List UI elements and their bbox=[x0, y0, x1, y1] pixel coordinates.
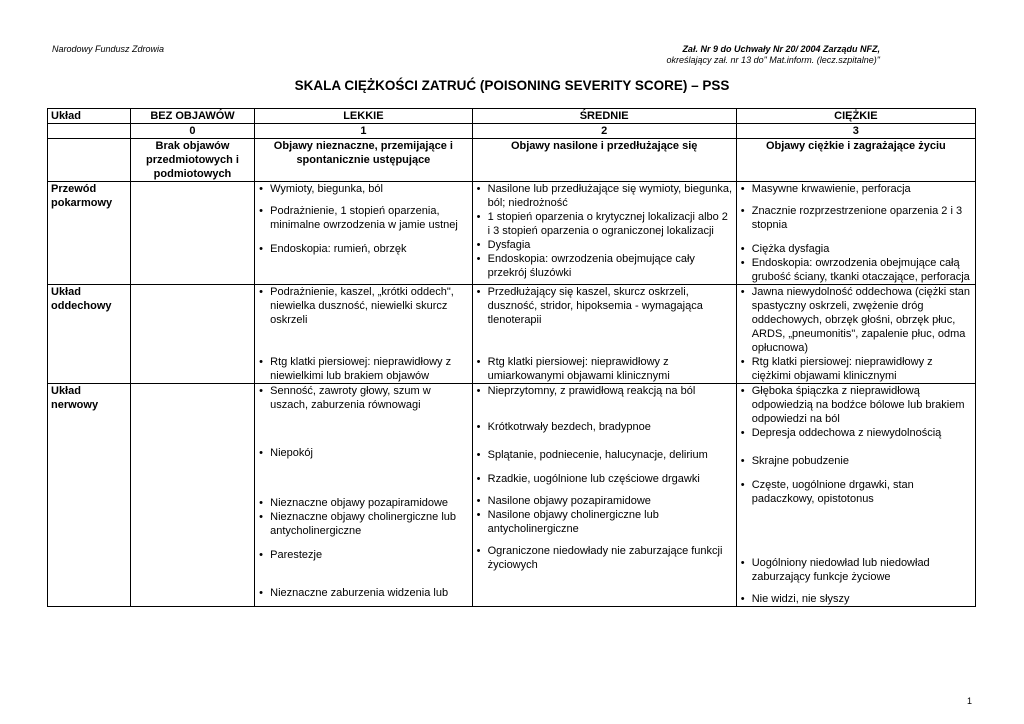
header-reference-line2: określający zał. nr 13 do" Mat.inform. (lecz.szpitalne)" bbox=[666, 55, 880, 65]
score-cell-0: 0 bbox=[130, 124, 254, 139]
list-item: • Endoskopia: owrzodzenia obejmujące całą grubość ściany, tkanki otaczające, perforacja bbox=[740, 256, 972, 284]
mild-cell bbox=[255, 182, 473, 285]
severe-cell bbox=[736, 285, 975, 384]
list-item: • Rzadkie, uogólnione lub częściowe drgawki bbox=[476, 472, 733, 486]
list-item: • 1 stopień oparzenia o krytycznej lokalizacji albo 2 i 3 stopień oparzenia o ograniczonej lokalizacji bbox=[476, 210, 733, 238]
list-item: • Nieznaczne zaburzenia widzenia lub bbox=[258, 586, 469, 600]
system-cell: Układ oddechowy bbox=[48, 285, 131, 384]
none-cell bbox=[130, 182, 254, 285]
header-institution: Narodowy Fundusz Zdrowia bbox=[52, 44, 165, 54]
list-item: • Parestezje bbox=[258, 548, 469, 562]
score-cell-empty bbox=[48, 124, 131, 139]
table-row-respiratory bbox=[48, 285, 976, 384]
list-item: • Senność, zawroty głowy, szum w uszach, zaburzenia równowagi bbox=[258, 384, 469, 412]
severe-cell bbox=[736, 182, 975, 285]
list-item: • Głęboka śpiączka z nieprawidłową odpowiedzią na bodźce bólowe lub brakiem odpowiedzi na ból bbox=[740, 384, 972, 426]
header-cell-moderate: ŚREDNIE bbox=[472, 109, 736, 124]
list-item: • Ograniczone niedowłady nie zaburzające funkcji życiowych bbox=[476, 544, 733, 572]
header-cell-mild: LEKKIE bbox=[255, 109, 473, 124]
table-header-row bbox=[48, 109, 976, 124]
list-item: • Znacznie rozprzestrzenione oparzenia 2 i 3 stopnia bbox=[740, 204, 972, 232]
list-item: • Rtg klatki piersiowej: nieprawidłowy z ciężkimi objawami klinicznymi bbox=[740, 355, 972, 383]
list-item: • Skrajne pobudzenie bbox=[740, 454, 972, 468]
table-row-digestive bbox=[48, 182, 976, 285]
list-item: • Masywne krwawienie, perforacja bbox=[740, 182, 972, 196]
list-item: • Jawna niewydolność oddechowa (ciężki stan spastyczny oskrzeli, zwężenie dróg oddechowych, obrzęk głośni, obrzęk płuc, ARDS, „pneumonitis", zapalenie płuc, odma opłucnowa) bbox=[740, 285, 972, 355]
list-item: • Rtg klatki piersiowej: nieprawidłowy z niewielkimi lub brakiem objawów bbox=[258, 355, 469, 383]
list-item: • Nieprzytomny, z prawidłową reakcją na ból bbox=[476, 384, 733, 398]
moderate-cell bbox=[472, 182, 736, 285]
mild-cell bbox=[255, 285, 473, 384]
system-cell: Przewód pokarmowy bbox=[48, 182, 131, 285]
pss-table bbox=[47, 108, 976, 607]
system-cell: Układ nerwowy bbox=[48, 384, 131, 607]
list-item: • Niepokój bbox=[258, 446, 469, 460]
list-item: • Przedłużający się kaszel, skurcz oskrzeli, duszność, stridor, hipoksemia - wymagająca tlenoterapii bbox=[476, 285, 733, 327]
list-item: • Depresja oddechowa z niewydolnością bbox=[740, 426, 972, 440]
table-score-row bbox=[48, 124, 976, 139]
table-row-nervous bbox=[48, 384, 976, 607]
header-reference bbox=[667, 44, 880, 66]
list-item: • Uogólniony niedowład lub niedowład zaburzający funkcje życiowe bbox=[740, 556, 972, 584]
list-item: • Ciężka dysfagia bbox=[740, 242, 972, 256]
none-cell bbox=[130, 285, 254, 384]
mild-cell bbox=[255, 384, 473, 607]
list-item: • Rtg klatki piersiowej: nieprawidłowy z umiarkowanymi objawami klinicznymi bbox=[476, 355, 733, 383]
page-number: 1 bbox=[966, 696, 972, 706]
list-item: • Endoskopia: owrzodzenia obejmujące cały przekrój śluzówki bbox=[476, 252, 733, 280]
list-item: • Podrażnienie, kaszel, „krótki oddech", niewielka duszność, niewielki skurcz oskrzeli bbox=[258, 285, 469, 327]
table-description-row bbox=[48, 139, 976, 182]
list-item: • Częste, uogólnione drgawki, stan padaczkowy, opistotonus bbox=[740, 478, 972, 506]
list-item: • Krótkotrwały bezdech, bradypnoe bbox=[476, 420, 733, 434]
list-item: • Podrażnienie, 1 stopień oparzenia, minimalne owrzodzenia w jamie ustnej bbox=[258, 204, 469, 232]
header-cell-system: Układ bbox=[48, 109, 131, 124]
moderate-cell bbox=[472, 285, 736, 384]
header-reference-line1: Zał. Nr 9 do Uchwały Nr 20/ 2004 Zarządu NFZ, bbox=[682, 44, 880, 54]
header-cell-none: BEZ OBJAWÓW bbox=[130, 109, 254, 124]
list-item: • Nie widzi, nie słyszy bbox=[740, 592, 972, 606]
page-title: SKALA CIĘŻKOŚCI ZATRUĆ (POISONING SEVERITY SCORE) – PSS bbox=[294, 78, 730, 93]
list-item: • Nieznaczne objawy pozapiramidowe bbox=[258, 496, 469, 510]
list-item: • Nasilone objawy pozapiramidowe bbox=[476, 494, 733, 508]
moderate-cell bbox=[472, 384, 736, 607]
score-cell-2: 2 bbox=[472, 124, 736, 139]
severe-cell bbox=[736, 384, 975, 607]
list-item: • Dysfagia bbox=[476, 238, 733, 252]
description-cell-0: Brak objawów przedmiotowych i podmiotowych bbox=[130, 139, 254, 182]
list-item: • Nieznaczne objawy cholinergiczne lub antycholinergiczne bbox=[258, 510, 469, 538]
description-cell-empty bbox=[48, 139, 131, 182]
score-cell-1: 1 bbox=[255, 124, 473, 139]
description-cell-3: Objawy ciężkie i zagrażające życiu bbox=[736, 139, 975, 182]
score-cell-3: 3 bbox=[736, 124, 975, 139]
header-cell-severe: CIĘŻKIE bbox=[736, 109, 975, 124]
description-cell-1: Objawy nieznaczne, przemijające i spontanicznie ustępujące bbox=[255, 139, 473, 182]
list-item: • Nasilone lub przedłużające się wymioty, biegunka, ból; niedrożność bbox=[476, 182, 733, 210]
list-item: • Wymioty, biegunka, ból bbox=[258, 182, 469, 196]
list-item: • Nasilone objawy cholinergiczne lub antycholinergiczne bbox=[476, 508, 733, 536]
description-cell-2: Objawy nasilone i przedłużające się bbox=[472, 139, 736, 182]
list-item: • Endoskopia: rumień, obrzęk bbox=[258, 242, 469, 256]
none-cell bbox=[130, 384, 254, 607]
list-item: • Splątanie, podniecenie, halucynacje, delirium bbox=[476, 448, 733, 462]
